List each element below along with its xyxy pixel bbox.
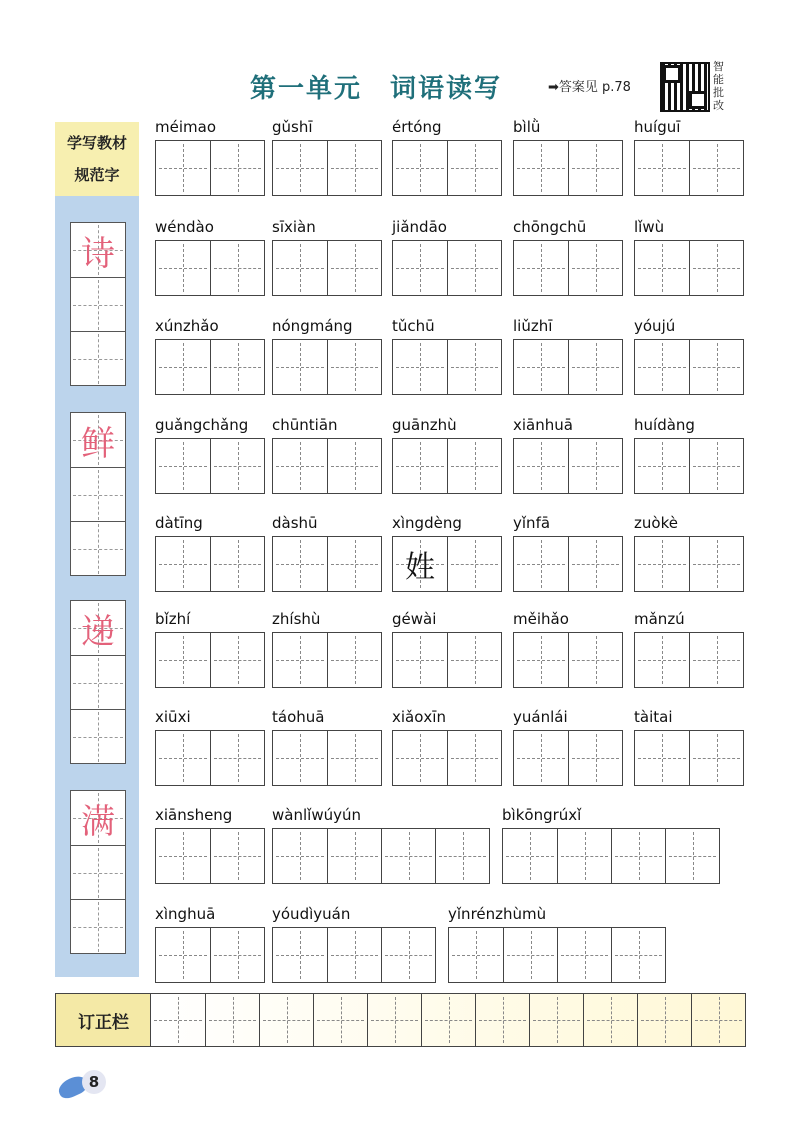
pinyin: méi [155,118,184,136]
pinyin: tài [634,708,654,726]
writing-cell[interactable] [635,537,689,591]
writing-cell[interactable] [689,141,743,195]
writing-cell[interactable] [635,731,689,785]
writing-cell[interactable] [447,340,501,394]
writing-cell[interactable] [557,829,611,883]
writing-cell[interactable] [327,241,381,295]
writing-cell[interactable] [273,633,327,687]
writing-cells[interactable] [513,438,623,494]
pinyin: táo [272,708,297,726]
writing-cell[interactable] [156,731,210,785]
writing-cells[interactable] [392,730,502,786]
pinyin: guǎng [155,416,203,434]
writing-cell[interactable] [514,340,568,394]
writing-cell[interactable] [156,340,210,394]
writing-cell[interactable] [447,241,501,295]
pinyin: huā [544,416,573,434]
pinyin: xǐ [568,806,582,824]
writing-cells[interactable] [392,240,502,296]
writing-cell[interactable] [514,731,568,785]
correction-cell[interactable] [151,994,205,1046]
writing-cells[interactable] [392,536,502,592]
writing-cells[interactable] [272,828,490,884]
writing-cell[interactable] [568,731,622,785]
pinyin: ér [392,118,408,136]
writing-cell[interactable] [273,731,327,785]
writing-cell[interactable] [273,928,327,982]
page-title: 第一单元 词语读写 [250,74,503,104]
qr-code-icon[interactable] [660,62,710,112]
writing-cells[interactable] [513,536,623,592]
writing-cells[interactable] [155,927,265,983]
writing-cells[interactable] [448,927,666,983]
writing-cells[interactable] [272,438,382,494]
writing-cell[interactable] [210,928,264,982]
writing-cell[interactable] [327,633,381,687]
pinyin: huā [187,905,216,923]
writing-cell[interactable] [635,141,689,195]
page-number: 8 [82,1070,106,1094]
pinyin: xiàn [283,218,316,236]
pinyin: shū [290,514,318,532]
pinyin: xiān [155,806,187,824]
writing-cell[interactable] [381,829,435,883]
pinyin: mao [183,118,216,136]
writing-cell[interactable] [273,439,327,493]
writing-cells[interactable] [155,828,265,884]
correction-cell[interactable] [367,994,421,1046]
writing-cells[interactable] [272,240,382,296]
writing-cell[interactable] [689,633,743,687]
writing-cell[interactable] [447,439,501,493]
practice-column-2[interactable] [70,412,126,576]
writing-cell[interactable] [449,928,503,982]
writing-cell[interactable] [210,439,264,493]
pinyin: wú [311,806,334,824]
writing-cells[interactable] [272,536,382,592]
pinyin: xiǎo [392,708,424,726]
pinyin: sheng [186,806,233,824]
pinyin: zhí [272,610,294,628]
writing-cells[interactable] [155,140,265,196]
writing-cells[interactable] [155,730,265,786]
answer-reference: ➡答案见 p.78 [548,80,631,95]
pinyin: yóu [272,905,300,923]
writing-cells[interactable] [513,339,623,395]
pinyin: kè [660,514,678,532]
pinyin: lái [550,708,568,726]
writing-cell[interactable] [156,537,210,591]
pinyin: lǐ [634,218,643,236]
pinyin: yǐn [448,905,471,923]
correction-cells[interactable] [150,993,746,1047]
writing-cell[interactable] [393,731,447,785]
writing-cell[interactable] [568,340,622,394]
correction-cell[interactable] [205,994,259,1046]
writing-cell[interactable] [156,241,210,295]
pinyin: xiān [513,416,545,434]
pinyin: yún [333,806,361,824]
writing-cell[interactable] [635,439,689,493]
correction-label: 订正栏 [55,993,152,1047]
writing-cell[interactable] [393,340,447,394]
writing-cells[interactable] [634,536,744,592]
writing-cell[interactable] [689,340,743,394]
pinyin: sī [272,218,284,236]
writing-cell[interactable] [689,241,743,295]
writing-cell[interactable] [156,439,210,493]
pinyin: lǐ [302,806,312,824]
pinyin: xún [155,317,183,335]
side-heading [55,122,139,196]
writing-cell[interactable] [611,928,665,982]
writing-cell[interactable] [568,537,622,591]
pinyin: wài [410,610,437,628]
pinyin: gǔ [272,118,292,136]
writing-cell[interactable] [156,829,210,883]
pinyin: mǎn [634,610,668,628]
pinyin: rú [552,806,569,824]
pinyin: xìng [392,514,425,532]
pinyin: yuán [313,905,351,923]
pinyin: dào [186,218,214,236]
practice-column-1[interactable] [70,222,126,386]
writing-cells[interactable] [272,632,382,688]
smart-grading-label: 智能批改 [713,60,724,112]
correction-cell[interactable] [259,994,313,1046]
pinyin: chōng [513,218,559,236]
writing-cells[interactable] [513,632,623,688]
pinyin: wù [642,218,665,236]
writing-cell[interactable] [568,141,622,195]
pinyin: kōng [515,806,553,824]
writing-cell[interactable] [393,141,447,195]
writing-cells[interactable] [502,828,720,884]
pinyin: guī [657,118,681,136]
pinyin: bì [502,806,516,824]
writing-cell[interactable] [689,439,743,493]
pinyin: xi [177,708,191,726]
writing-cell[interactable] [568,241,622,295]
writing-cells[interactable] [513,240,623,296]
writing-cells[interactable] [634,339,744,395]
writing-cells[interactable] [392,140,502,196]
pinyin: chū [558,218,587,236]
pinyin: nóng [272,317,310,335]
writing-cells[interactable] [155,632,265,688]
writing-cells[interactable] [392,438,502,494]
correction-cell[interactable] [637,994,691,1046]
writing-cell[interactable] [327,141,381,195]
writing-cell[interactable] [273,340,327,394]
writing-cell[interactable] [447,537,501,591]
writing-cell[interactable] [665,829,719,883]
pinyin: chū [407,317,435,335]
correction-cell[interactable] [475,994,529,1046]
writing-cells[interactable] [272,339,382,395]
writing-cell[interactable] [327,340,381,394]
writing-cells[interactable] [272,140,382,196]
writing-cell[interactable] [447,731,501,785]
model-char-3: 递 [81,611,115,652]
writing-cells[interactable] [634,438,744,494]
pinyin: chūn [272,416,309,434]
model-char-2: 鲜 [81,423,115,464]
pinyin: zhī [530,317,553,335]
model-char-1: 诗 [81,233,115,274]
pinyin: lǜ [526,118,541,136]
pinyin: mù [522,905,547,923]
pinyin: zhǎo [182,317,219,335]
writing-cells[interactable] [272,927,436,983]
writing-cell[interactable] [514,439,568,493]
pinyin: dāo [419,218,447,236]
writing-cells[interactable] [155,536,265,592]
correction-cell[interactable] [313,994,367,1046]
writing-cell[interactable] [393,633,447,687]
writing-cell[interactable] [327,829,381,883]
writing-cell[interactable] [568,439,622,493]
pinyin: dèng [424,514,462,532]
pinyin: máng [309,317,353,335]
pinyin: jiǎn [392,218,420,236]
correction-cell[interactable] [421,994,475,1046]
pinyin: fā [535,514,551,532]
writing-cell[interactable] [514,241,568,295]
pinyin: wén [155,218,187,236]
writing-cell[interactable] [393,241,447,295]
pinyin: xìng [155,905,188,923]
pinyin: gé [392,610,411,628]
pinyin: liǔ [513,317,531,335]
writing-cells[interactable] [392,632,502,688]
model-char-4: 满 [81,801,115,842]
writing-cell[interactable] [503,928,557,982]
writing-cell[interactable] [273,829,327,883]
writing-cell[interactable] [435,829,489,883]
pinyin: shù [293,610,321,628]
writing-cell[interactable] [635,633,689,687]
pinyin: tīng [173,514,203,532]
pinyin: huí [634,416,658,434]
writing-cell[interactable] [210,141,264,195]
pinyin: zú [667,610,685,628]
writing-cells[interactable] [634,730,744,786]
writing-cell[interactable] [557,928,611,982]
pinyin: guān [392,416,430,434]
pinyin: bǐ [155,610,169,628]
pinyin: chǎng [202,416,249,434]
writing-cell[interactable] [514,633,568,687]
pinyin: huā [296,708,325,726]
pinyin: hǎo [541,610,569,628]
pinyin: xīn [423,708,446,726]
pinyin: tǔ [392,317,408,335]
writing-cell[interactable] [273,141,327,195]
side-heading-line1: 学写教材 [66,134,127,152]
side-heading-line2: 规范字 [74,166,120,184]
writing-cells[interactable] [392,339,502,395]
writing-cell[interactable] [327,731,381,785]
pinyin: zuò [634,514,661,532]
pinyin: jú [661,317,676,335]
writing-cell[interactable] [635,241,689,295]
writing-cells[interactable] [155,240,265,296]
practice-column-4[interactable] [70,790,126,954]
pinyin: zhù [429,416,457,434]
writing-cell[interactable] [210,829,264,883]
writing-cell[interactable] [327,439,381,493]
writing-cell[interactable] [514,537,568,591]
writing-cell[interactable] [156,141,210,195]
writing-cell[interactable] [514,141,568,195]
writing-cell[interactable] [503,829,557,883]
pinyin: dà [155,514,174,532]
writing-cell[interactable] [327,537,381,591]
writing-cell[interactable] [327,928,381,982]
writing-cell[interactable] [210,731,264,785]
pinyin: dà [272,514,291,532]
writing-cell[interactable] [273,241,327,295]
writing-cell[interactable] [447,633,501,687]
correction-cell[interactable] [529,994,583,1046]
writing-cell[interactable] [273,537,327,591]
writing-cells[interactable] [634,632,744,688]
writing-cell[interactable] [210,633,264,687]
pinyin: bì [513,118,527,136]
correction-cell[interactable] [583,994,637,1046]
writing-cell[interactable] [156,633,210,687]
pinyin: huí [634,118,658,136]
pinyin: zhù [495,905,523,923]
pinyin: yuán [513,708,551,726]
pinyin: zhí [168,610,191,628]
writing-cells[interactable] [513,730,623,786]
pinyin: měi [513,610,542,628]
writing-cell[interactable] [393,537,447,591]
writing-cells[interactable] [272,730,382,786]
writing-cell[interactable] [689,731,743,785]
writing-cells[interactable] [155,339,265,395]
pinyin: dì [299,905,314,923]
pinyin: tai [653,708,673,726]
writing-cell[interactable] [381,928,435,982]
pinyin: dàng [657,416,695,434]
writing-cell[interactable] [393,439,447,493]
pinyin: wàn [272,806,303,824]
writing-cell[interactable] [210,340,264,394]
pinyin: shī [291,118,313,136]
pinyin: tiān [308,416,338,434]
correction-cell[interactable] [691,994,745,1046]
writing-cell[interactable] [611,829,665,883]
writing-cell[interactable] [635,340,689,394]
pinyin: tóng [407,118,442,136]
writing-cells[interactable] [634,240,744,296]
practice-column-3[interactable] [70,600,126,764]
given-char: 姓 [405,550,435,585]
writing-cells[interactable] [513,140,623,196]
writing-cells[interactable] [634,140,744,196]
pinyin: yǐn [513,514,536,532]
writing-cell[interactable] [447,141,501,195]
writing-cell[interactable] [568,633,622,687]
pinyin: xiū [155,708,178,726]
pinyin: rén [470,905,496,923]
writing-cell[interactable] [689,537,743,591]
writing-cell[interactable] [210,241,264,295]
writing-cell[interactable] [210,537,264,591]
writing-cells[interactable] [155,438,265,494]
writing-cell[interactable] [156,928,210,982]
pinyin: yóu [634,317,662,335]
